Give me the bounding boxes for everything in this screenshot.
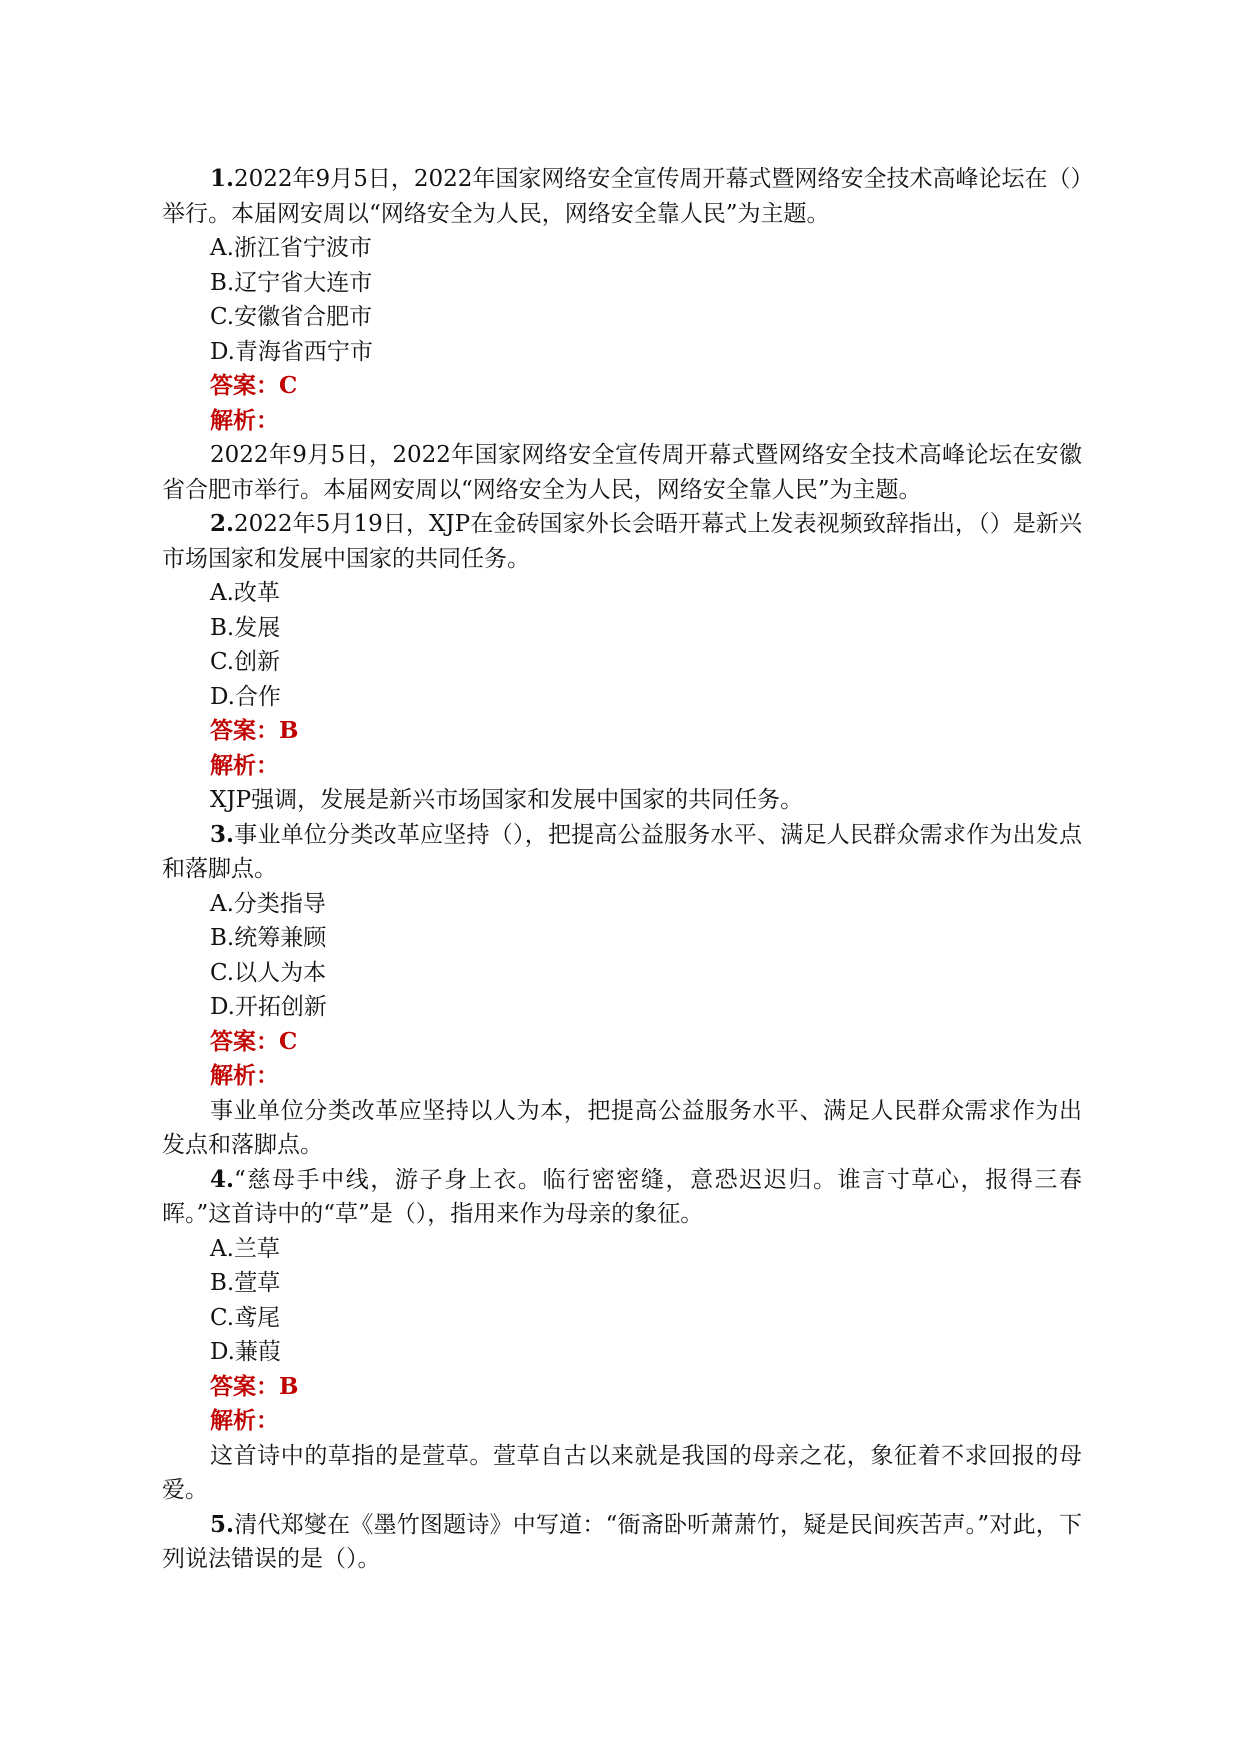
analysis-label: 解析： [210, 1407, 279, 1434]
question-text: 2022年9月5日，2022年国家网络安全宣传周开幕式暨网络安全技术高峰论坛在（）举行。本届网安周以“网络安全为人民，网络安全靠人民”为主题。 [162, 166, 1082, 227]
option-c: C.创新 [210, 649, 281, 675]
answer: 答案：C [210, 1027, 298, 1055]
answer: 答案：B [210, 717, 299, 744]
analysis-label: 解析： [210, 406, 279, 434]
question-number: 5. [210, 1510, 235, 1538]
option-a: A.浙江省宁波市 [210, 235, 372, 261]
option-c: C.安徽省合肥市 [210, 304, 373, 330]
question-text: 事业单位分类改革应坚持（），把提高公益服务水平、满足人民群众需求作为出发点和落脚点。 [162, 821, 1082, 882]
option-a: A.分类指导 [210, 890, 326, 917]
analysis-text: XJP强调，发展是新兴市场国家和发展中国家的共同任务。 [210, 787, 804, 813]
question-stem [162, 818, 1082, 887]
question-number: 1. [210, 165, 235, 192]
question-stem [162, 1508, 1082, 1577]
option-d: D.开拓创新 [210, 994, 327, 1020]
question-1 [162, 162, 1082, 507]
option-d: D.蒹葭 [210, 1339, 281, 1365]
answer: 答案：B [210, 1372, 299, 1400]
question-number: 4. [210, 1165, 235, 1193]
question-3 [162, 818, 1082, 1163]
option-b: B.萱草 [210, 1270, 281, 1296]
option-a: A.改革 [210, 580, 280, 606]
analysis-text: 这首诗中的草指的是萱草。萱草自古以来就是我国的母亲之花，象征着不求回报的母爱。 [162, 1442, 1082, 1503]
question-stem [162, 162, 1082, 231]
option-c: C.鸢尾 [210, 1304, 281, 1331]
question-stem [162, 507, 1082, 576]
option-b: B.辽宁省大连市 [210, 269, 373, 296]
answer: 答案：C [210, 372, 298, 399]
question-text: “慈母手中线，游子身上衣。临行密密缝，意恐迟迟归。谁言寸草心，报得三春晖。”这首诗中的“草”是（），指用来作为母亲的象征。 [162, 1166, 1082, 1227]
question-5 [162, 1508, 1082, 1577]
option-d: D.合作 [210, 683, 281, 710]
question-text: 2022年5月19日，XJP在金砖国家外长会晤开幕式上发表视频致辞指出，（）是新兴市场国家和发展中国家的共同任务。 [162, 511, 1082, 572]
analysis-text: 2022年9月5日，2022年国家网络安全宣传周开幕式暨网络安全技术高峰论坛在安徽省合肥市举行。本届网安周以“网络安全为人民，网络安全靠人民”为主题。 [162, 442, 1082, 503]
question-number: 2. [210, 510, 235, 537]
option-c: C.以人为本 [210, 959, 327, 986]
analysis-text: 事业单位分类改革应坚持以人为本，把提高公益服务水平、满足人民群众需求作为出发点和落脚点。 [162, 1097, 1082, 1158]
question-stem [162, 1163, 1082, 1232]
question-text: 清代郑燮在《墨竹图题诗》中写道：“衙斋卧听萧萧竹，疑是民间疾苦声。”对此，下列说法错误的是（）。 [162, 1511, 1082, 1572]
question-number: 3. [210, 820, 235, 848]
option-d: D.青海省西宁市 [210, 338, 373, 365]
question-2 [162, 507, 1082, 818]
option-a: A.兰草 [210, 1235, 280, 1262]
analysis-label: 解析： [210, 751, 279, 779]
document-page [162, 162, 1082, 1577]
analysis-label: 解析： [210, 1062, 279, 1089]
question-4 [162, 1163, 1082, 1508]
option-b: B.发展 [210, 614, 281, 641]
option-b: B.统筹兼顾 [210, 925, 327, 951]
